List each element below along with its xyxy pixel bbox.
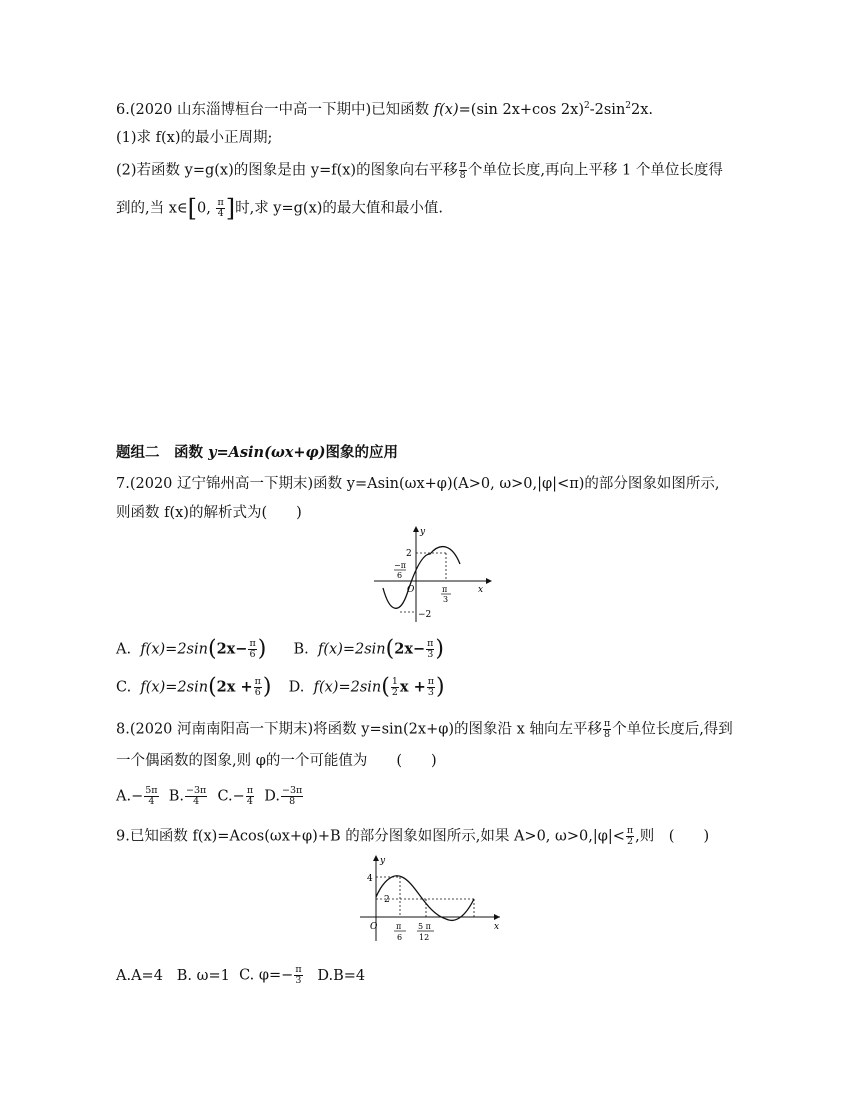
q6-stem: 6.(2020 山东淄博桓台一中高一下期中)已知函数 f(x)=(sin 2x+cos $2x)^2-2\sin^22x$. — [116, 101, 654, 118]
graph-x-label: x — [494, 922, 500, 932]
fraction: $\frac{\pi}{8}$ — [459, 159, 466, 181]
graph-y-top: 4 — [367, 874, 373, 884]
graph-origin: O — [407, 585, 415, 595]
q6-part1: (1)求 f(x)的最小正周期; — [116, 130, 273, 146]
fraction: $\frac{\pi}{3}$ — [427, 638, 434, 660]
q7-option-c[interactable]: C. f(x)=2sin(2x + $\frac{\pi}{6}$ ) — [116, 674, 272, 700]
graph-x1-num: π — [396, 922, 402, 931]
q9-option-d[interactable]: D.B=4 — [317, 967, 366, 984]
fraction: $\frac{\pi}{6}$ — [249, 638, 256, 660]
graph-x-right-den: 3 — [443, 595, 449, 604]
q9-option-b[interactable]: B. ω=1 — [176, 967, 230, 984]
q6-part2-line2: 到的,当 x∈[0, $\frac{\pi}{4}$ ]时,求 y=g(x)的最大值和最小值. — [116, 194, 444, 223]
q9-option-c[interactable]: C. φ=− $\frac{\pi}{3}$ — [239, 964, 302, 986]
q6-part2-line1: (2)若函数 y=g(x)的图象是由 y=f(x)的图象向右平移 $\frac{\pi}{8}$ 个单位长度,再向上平移 1 个单位长度得 — [116, 159, 723, 181]
q7-options-cd — [116, 674, 445, 700]
fraction: $\frac{-3\pi}{8}$ — [282, 785, 303, 807]
fraction: $\frac{\pi}{6}$ — [254, 676, 261, 698]
graph-x2-num: 5 π — [418, 922, 431, 931]
q8-stem2: 一个偶函数的图象,则 φ的一个可能值为 ( ) — [116, 753, 437, 769]
q7-stem: 7.(2020 辽宁锦州高一下期末)函数 y=Asin(ωx+φ)(A>0, ω>0,|φ|<π)的部分图象如图所示, — [116, 476, 720, 492]
q9-graph — [354, 853, 506, 945]
q7-options-ab — [116, 636, 444, 662]
graph-x-label: x — [478, 585, 484, 595]
q7-option-b[interactable]: B. f(x)=2sin(2x− $\frac{\pi}{3}$ ) — [293, 636, 444, 662]
q8-option-b[interactable]: B. $\frac{-3\pi}{4}$ — [168, 785, 207, 807]
fraction: $\frac{-3\pi}{4}$ — [186, 785, 207, 807]
section-heading: 题组二 函数 y=Asin(ωx+φ)图象的应用 — [116, 444, 399, 461]
fraction: $\frac{\pi}{3}$ — [427, 676, 434, 698]
q7-stem2: 则函数 f(x)的解析式为( ) — [116, 505, 302, 521]
fraction: $\frac{\pi}{8}$ — [603, 718, 611, 740]
q8-option-c[interactable]: C.− $\frac{\pi}{4}$ — [217, 785, 254, 807]
graph-y-mid: 2 — [384, 895, 390, 905]
fraction: $\frac{1}{2}$ — [391, 676, 398, 698]
q7-graph — [370, 524, 495, 624]
graph-x2-den: 12 — [419, 933, 430, 942]
q9-stem: 9.已知函数 f(x)=Acos(ωx+φ)+B 的部分图象如图所示,如果 A>0, ω>0,|φ|< $\frac{\pi}{2}$ ,则 ( ) — [116, 825, 710, 847]
q8-options — [116, 786, 304, 807]
q9-option-a[interactable]: A.A=4 — [116, 967, 163, 984]
q7-option-d[interactable]: D. f(x)=2sin( $\frac{1}{2}$ x + $\frac{\pi}{3}$ ) — [288, 674, 445, 700]
graph-x-left-den: 6 — [397, 571, 403, 580]
q7-option-a[interactable]: A. f(x)=2sin(2x− $\frac{\pi}{6}$ ) — [116, 636, 267, 662]
fraction: $\frac{\pi}{3}$ — [295, 964, 302, 986]
graph-y-max: 2 — [406, 549, 412, 559]
graph-x-right-num: π — [442, 585, 448, 594]
q8-option-a[interactable]: A.− $\frac{5\pi}{4}$ — [116, 785, 158, 807]
fraction: $\frac{\pi}{4}$ — [246, 785, 254, 807]
q8-stem: 8.(2020 河南南阳高一下期末)将函数 y=sin(2x+φ)的图象沿 x 轴向左平移 $\frac{\pi}{8}$ 个单位长度后,得到 — [116, 718, 733, 740]
graph-y-label: y — [420, 527, 426, 537]
graph-y-label: y — [380, 856, 386, 866]
graph-y-min: −2 — [418, 610, 432, 620]
q8-option-d[interactable]: D. $\frac{-3\pi}{8}$ — [264, 785, 303, 807]
graph-origin: O — [370, 922, 378, 932]
fraction: $\frac{\pi}{2}$ — [626, 825, 634, 847]
graph-x-left-num: −π — [394, 561, 406, 570]
graph-x1-den: 6 — [397, 933, 403, 942]
fraction: $\frac{5\pi}{4}$ — [145, 785, 158, 807]
q9-options — [116, 965, 365, 986]
fraction: $\frac{\pi}{4}$ — [217, 197, 224, 219]
